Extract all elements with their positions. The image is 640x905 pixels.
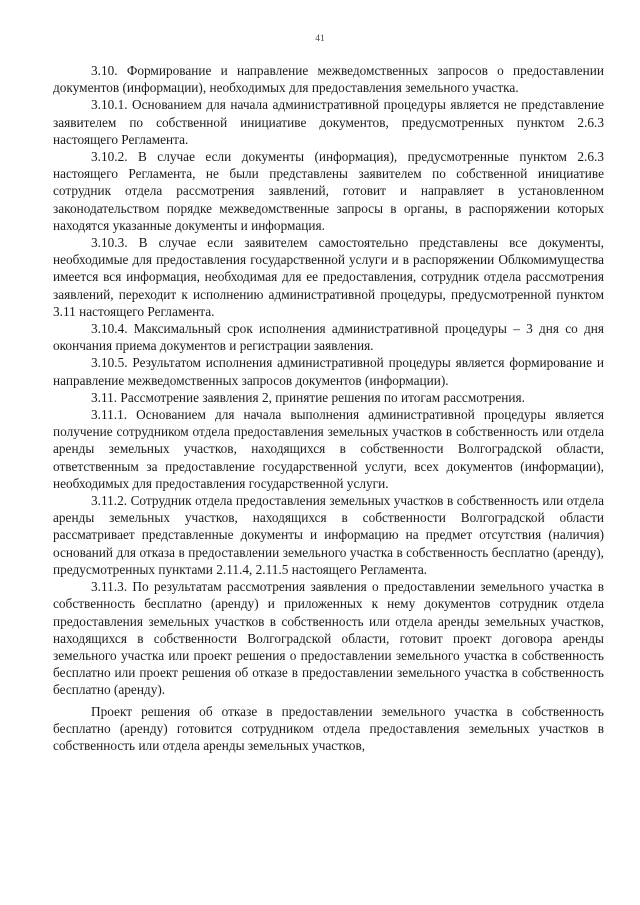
- page-number: 41: [315, 34, 325, 44]
- paragraph-refusal-draft: Проект решения об отказе в предоставлении земельного участка в собственность бесплатно (аренду) готовится сотрудником отдела предоставления земельных участков в собственность или отдела аренды земельных участков,: [53, 703, 604, 753]
- paragraph-3-10-3: 3.10.3. В случае если заявителем самостоятельно представлены все документы, необходимые для предоставления государственной услуги и в распоряжении Облкомимущества имеется вся информация, необходимая для ее предоставления, сотрудник отдела рассмотрения заявлений, переходит к исполнению административной процедуры, предусмотренной пунктом 3.11 настоящего Регламента.: [53, 235, 604, 319]
- paragraph-3-11: 3.11. Рассмотрение заявления 2, принятие решения по итогам рассмотрения.: [91, 389, 525, 405]
- paragraph-3-11-3: 3.11.3. По результатам рассмотрения заявления о предоставлении земельного участка в собственность бесплатно (аренду) и приложенных к нему документов сотрудник отдела предоставления земельных участков в собственность или отдела аренды земельных участков, находящихся в собственности Волгоградской области, готовит проект договора аренды земельного участка или проект решения о предоставлении земельного участка в собственность бесплатно или проект решения об отказе в предоставлении земельного участка в собственность бесплатно (аренду).: [53, 579, 604, 698]
- paragraph-3-10-2: 3.10.2. В случае если документы (информация), предусмотренные пунктом 2.6.3 настоящего Регламента, не были представлены заявителем по собственной инициативе сотрудник отдела рассмотрения заявлений, готовит и направляет в установленном законодательством порядке межведомственные запросы в органы, в распоряжении которых находятся указанные документы и информация.: [53, 149, 604, 233]
- page-body: [53, 62, 604, 754]
- paragraph-3-11-1: 3.11.1. Основанием для начала выполнения административной процедуры является получение сотрудником отдела предоставления земельных участков в собственность или отдела аренды земельных участков, находящихся в собственности Волгоградской области, ответственным за предоставление государственной услуги, всех документов (информации), необходимых для предоставления государственной услуги.: [53, 407, 604, 491]
- paragraph-3-10: 3.10. Формирование и направление межведомственных запросов о предоставлении документов (информации), необходимых для предоставления земельного участка.: [53, 63, 604, 96]
- paragraph-3-10-4: 3.10.4. Максимальный срок исполнения административной процедуры – 3 дня со дня окончания приема документов и регистрации заявления.: [53, 321, 604, 354]
- paragraph-3-10-5: 3.10.5. Результатом исполнения административной процедуры является формирование и направление межведомственных запросов документов (информации).: [53, 355, 604, 388]
- paragraph-3-10-1: 3.10.1. Основанием для начала административной процедуры является не представление заявителем по собственной инициативе документов, предусмотренных пунктом 2.6.3 настоящего Регламента.: [53, 97, 604, 147]
- paragraph-3-11-2: 3.11.2. Сотрудник отдела предоставления земельных участков в собственность или отдела аренды земельных участков, находящихся в собственности Волгоградской области рассматривает представленные документы и информацию на предмет отсутствия (наличия) оснований для отказа в предоставлении земельного участка в собственность бесплатно (аренду), предусмотренных пунктами 2.11.4, 2.11.5 настоящего Регламента.: [53, 493, 604, 577]
